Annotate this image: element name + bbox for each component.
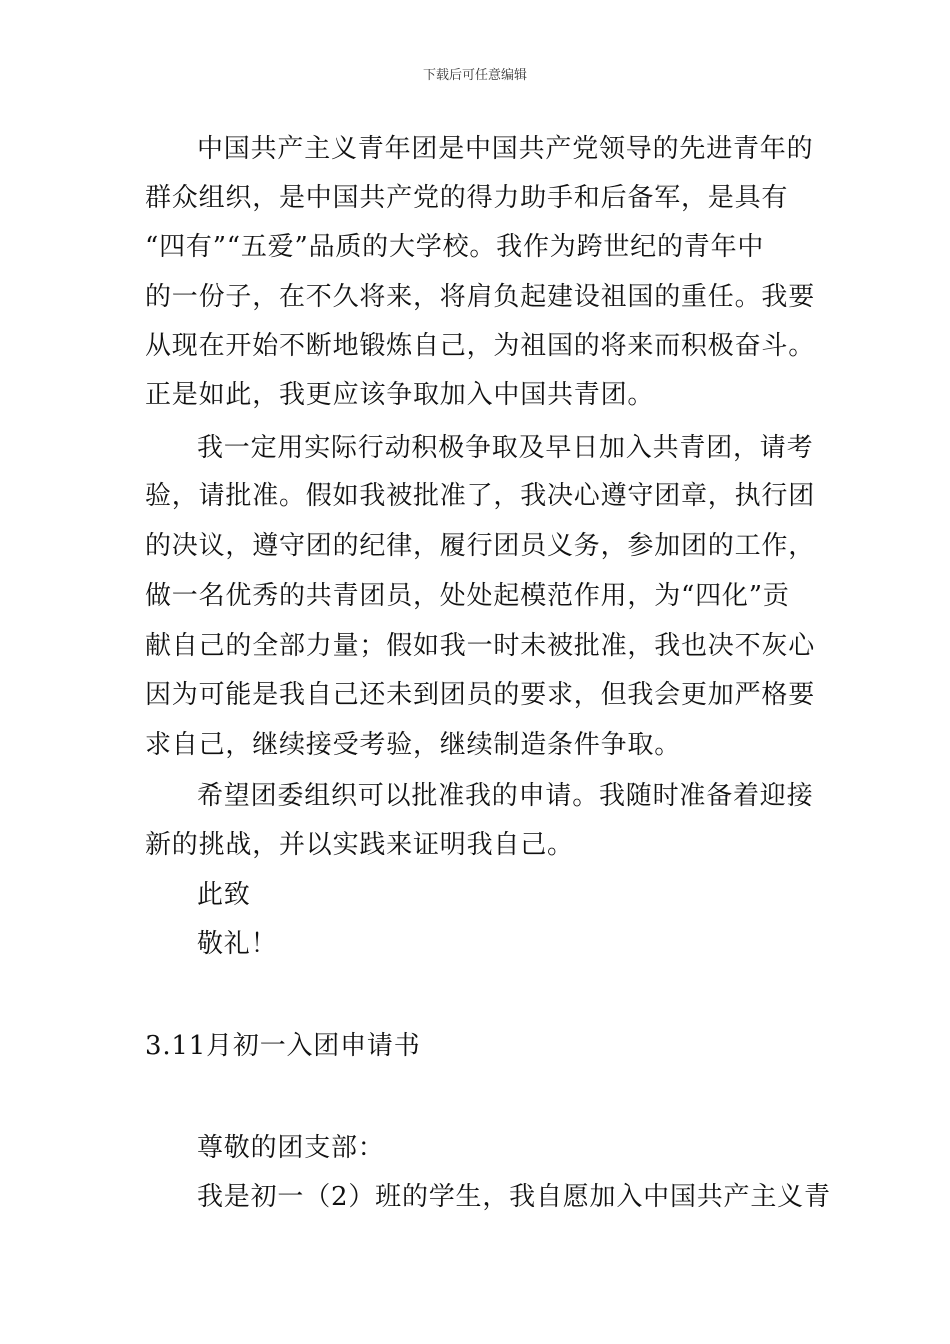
text-line: 求自己，继续接受考验，继续制造条件争取。 <box>145 730 682 760</box>
text-line: 中国共产主义青年团是中国共产党领导的先进青年的 <box>197 134 814 164</box>
text-line: 因为可能是我自己还未到团员的要求，但我会更加严格要 <box>145 680 816 710</box>
text-line: 希望团委组织可以批准我的申请。我随时准备着迎接 <box>197 781 814 811</box>
text-line: 我是初一（2）班的学生，我自愿加入中国共产主义青 <box>197 1182 831 1212</box>
closing-line: 此致 <box>197 880 251 910</box>
text-line: 正是如此，我更应该争取加入中国共青团。 <box>145 380 655 410</box>
text-line: 的一份子，在不久将来，将肩负起建设祖国的重任。我要 <box>145 282 816 312</box>
text-line: “四有”“五爱”品质的大学校。我作为跨世纪的青年中 <box>145 232 765 262</box>
text-line: 做一名优秀的共青团员，处处起模范作用，为“四化”贡 <box>145 581 790 611</box>
text-line: 的决议，遵守团的纪律，履行团员义务，参加团的工作， <box>145 531 816 561</box>
section-title: 3.11月初一入团申请书 <box>145 1031 421 1061</box>
text-line: 验，请批准。假如我被批准了，我决心遵守团章，执行团 <box>145 481 816 511</box>
greeting-line: 尊敬的团支部： <box>197 1133 385 1163</box>
text-line: 我一定用实际行动积极争取及早日加入共青团，请考 <box>197 433 814 463</box>
text-line: 新的挑战，并以实践来证明我自己。 <box>145 830 574 860</box>
text-line: 献自己的全部力量；假如我一时未被批准，我也决不灰心 <box>145 631 816 661</box>
text-line: 从现在开始不断地锻炼自己，为祖国的将来而积极奋斗。 <box>145 331 816 361</box>
text-line: 群众组织，是中国共产党的得力助手和后备军，是具有 <box>145 183 789 213</box>
salutation-line: 敬礼！ <box>197 929 278 959</box>
page-header-note: 下载后可任意编辑 <box>422 68 527 83</box>
